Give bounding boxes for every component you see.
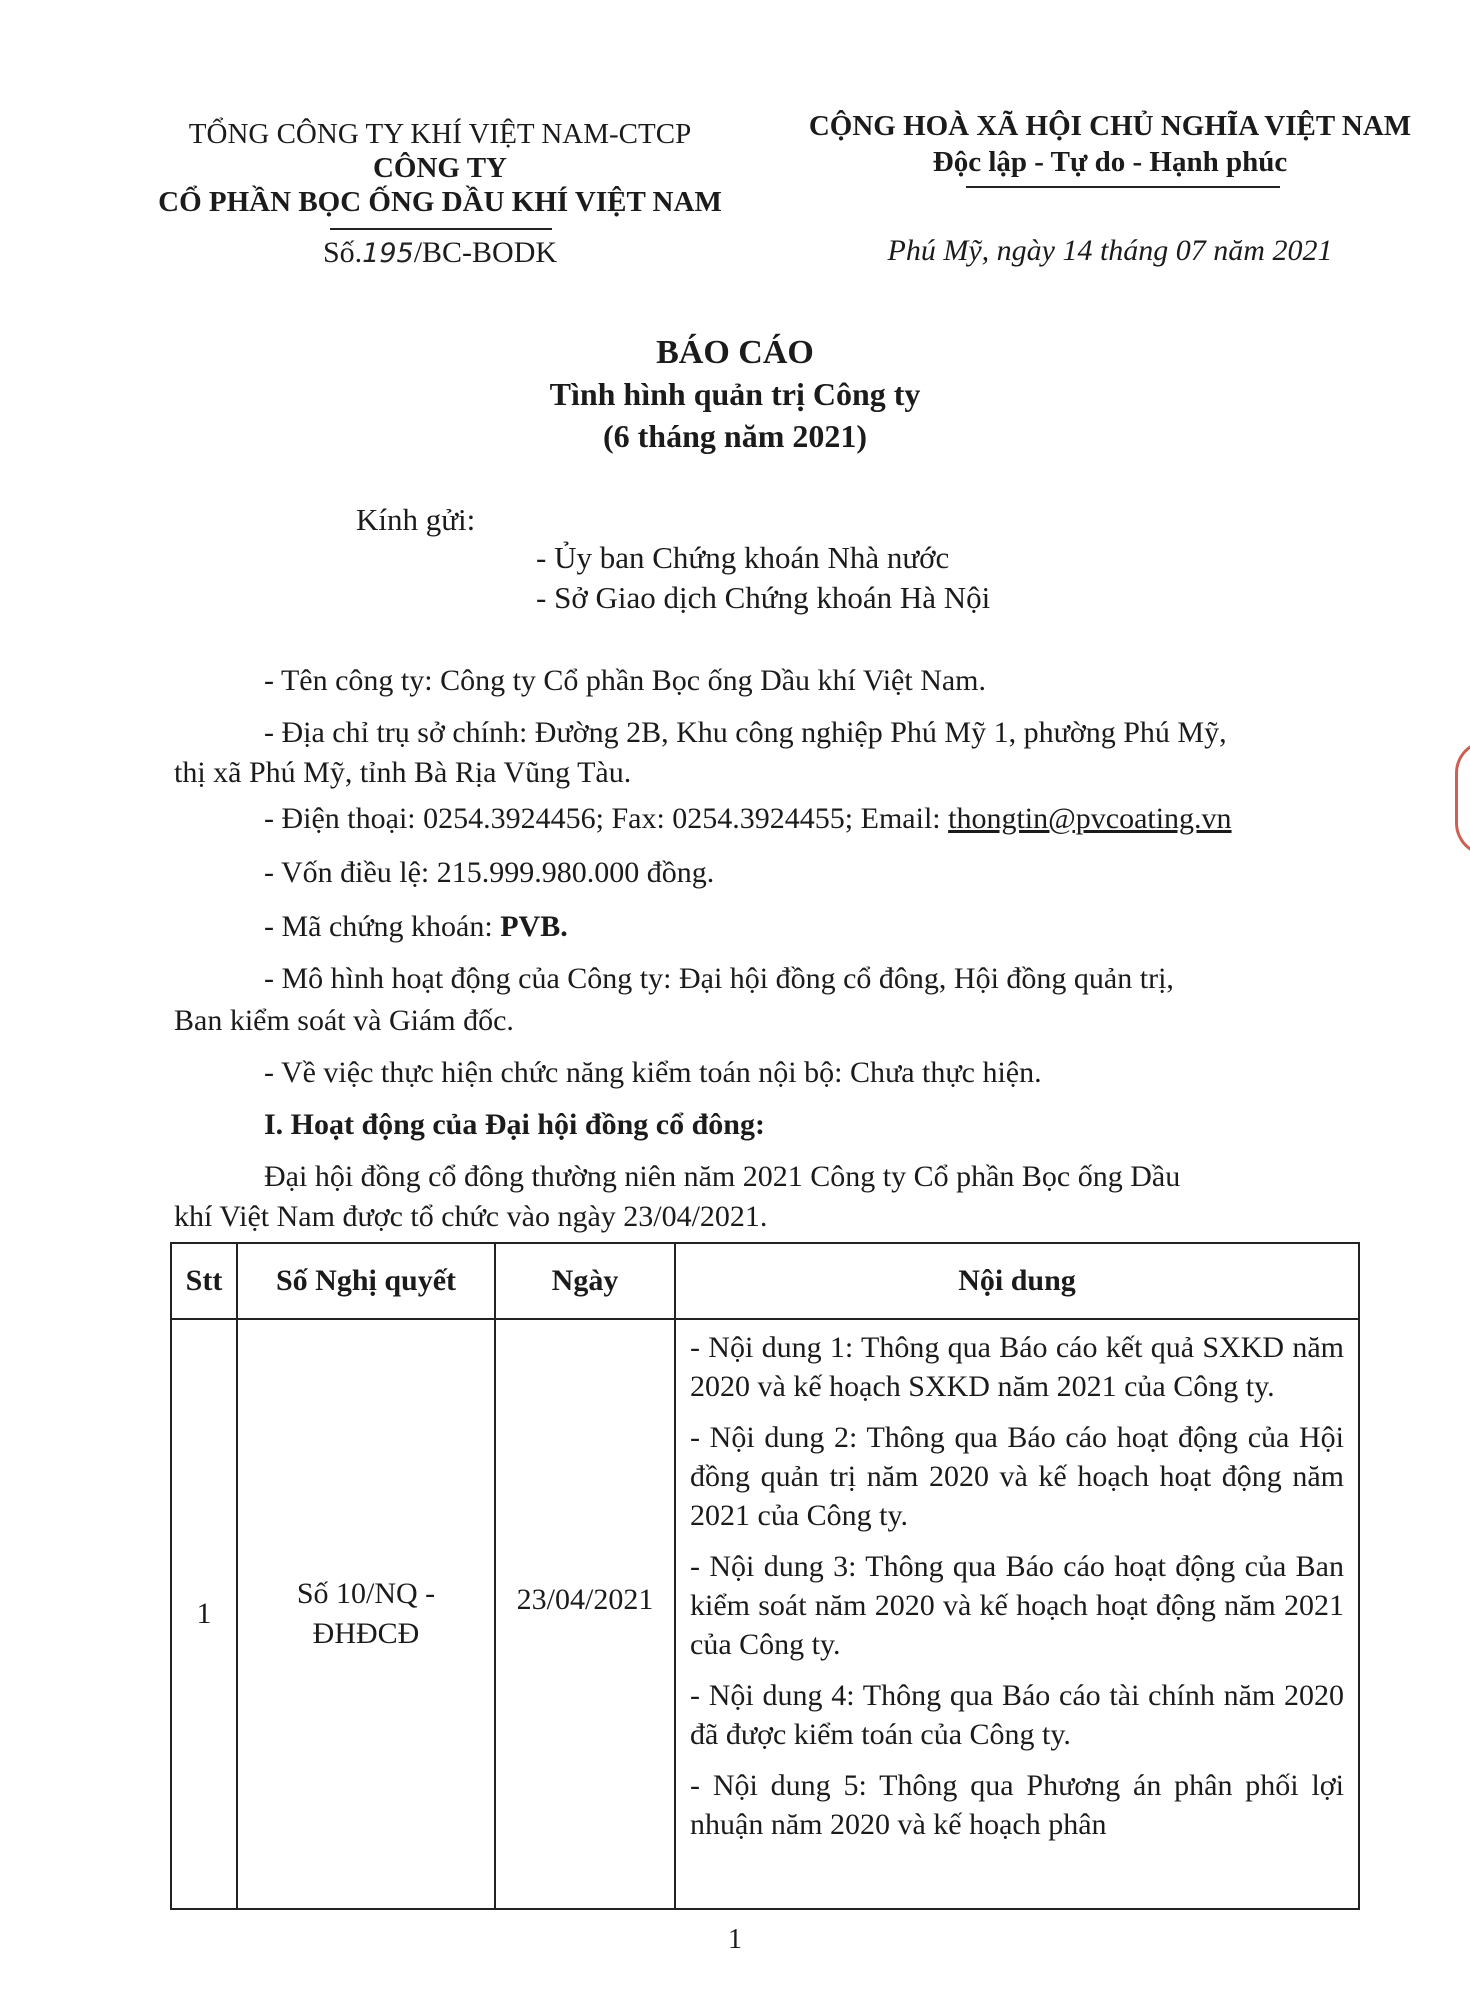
content-item: - Nội dung 4: Thông qua Báo cáo tài chính năm 2020 đã được kiểm toán của Công ty. (690, 1679, 1344, 1751)
company-line2: CỔ PHẦN BỌC ỐNG DẦU KHÍ VIỆT NAM (158, 186, 722, 218)
motto: Độc lập - Tự do - Hạnh phúc (932, 146, 1288, 178)
recipients-label: Kính gửi: (356, 502, 476, 537)
resolution-code: ĐHĐCĐ (312, 1617, 420, 1650)
recipient-item: - Ủy ban Chứng khoán Nhà nước (536, 540, 950, 575)
header-left-underline (330, 228, 552, 230)
stock-code: PVB. (500, 910, 568, 943)
content-item: - Nội dung 1: Thông qua Báo cáo kết quả SXKD năm 2020 và kế hoạch SXKD năm 2021 của Công ty. (690, 1331, 1344, 1403)
report-subtitle: Tình hình quản trị Công ty (549, 376, 921, 412)
content-item: - Nội dung 5: Thông qua Phương án phân phối lợi nhuận năm 2020 và kế hoạch phân (690, 1769, 1344, 1841)
stock-code-line: - Mã chứng khoán: PVB. (264, 910, 568, 943)
place-date: Phú Mỹ, ngày 14 tháng 07 năm 2021 (887, 234, 1333, 267)
document-number: Số.195/BC-BODK (322, 236, 558, 269)
section-intro-line2: khí Việt Nam được tổ chức vào ngày 23/04/2021. (174, 1200, 768, 1233)
contact-line: - Điện thoại: 0254.3924456; Fax: 0254.3924455; Email: thongtin@pvcoating.vn (264, 802, 1232, 835)
row-resolution (237, 1319, 495, 1909)
report-title: BÁO CÁO (656, 334, 814, 371)
col-header-resolution: Số Nghị quyết (237, 1243, 495, 1319)
address-line2: thị xã Phú Mỹ, tỉnh Bà Rịa Vũng Tàu. (174, 756, 632, 789)
internal-audit: - Về việc thực hiện chức năng kiểm toán nội bộ: Chưa thực hiện. (264, 1056, 1042, 1089)
row-content (675, 1319, 1359, 1909)
row-stt: 1 (171, 1319, 237, 1909)
col-header-content: Nội dung (675, 1243, 1359, 1319)
motto-underline (966, 186, 1280, 188)
parent-company: TỔNG CÔNG TY KHÍ VIỆT NAM-CTCP (188, 118, 692, 150)
resolution-number: Số 10/NQ - (296, 1577, 436, 1610)
nation-title: CỘNG HOÀ XÃ HỘI CHỦ NGHĨA VIỆT NAM (808, 110, 1412, 142)
col-header-date: Ngày (495, 1243, 675, 1319)
col-header-stt: Stt (171, 1243, 237, 1319)
page-number: 1 (728, 1924, 742, 1955)
section-heading: I. Hoạt động của Đại hội đồng cổ đông: (264, 1108, 765, 1141)
recipient-item: - Sở Giao dịch Chứng khoán Hà Nội (536, 580, 991, 615)
resolutions-table (170, 1242, 1360, 1910)
row-date: 23/04/2021 (495, 1319, 675, 1909)
table-header-row (171, 1243, 1359, 1319)
address-line1: - Địa chỉ trụ sở chính: Đường 2B, Khu công nghiệp Phú Mỹ 1, phường Phú Mỹ, (264, 716, 1227, 749)
table-row (171, 1319, 1359, 1909)
section-intro-line1: Đại hội đồng cổ đông thường niên năm 2021 Công ty Cổ phần Bọc ống Dầu (264, 1160, 1181, 1193)
charter-capital: - Vốn điều lệ: 215.999.980.000 đồng. (264, 856, 715, 889)
company-name: - Tên công ty: Công ty Cổ phần Bọc ống Dầu khí Việt Nam. (264, 664, 987, 697)
content-item: - Nội dung 2: Thông qua Báo cáo hoạt động của Hội đồng quản trị năm 2020 và kế hoạch hoạt động năm 2021 của Công ty. (690, 1421, 1344, 1532)
report-period: (6 tháng năm 2021) (602, 418, 867, 454)
company-line1: CÔNG TY (372, 152, 507, 184)
email-link[interactable]: thongtin@pvcoating.vn (948, 802, 1232, 835)
handwritten-number: 195 (362, 238, 414, 269)
content-item: - Nội dung 3: Thông qua Báo cáo hoạt động của Ban kiểm soát năm 2020 và kế hoạch hoạt động năm 2021 của Công ty. (690, 1550, 1344, 1661)
operating-model-line2: Ban kiểm soát và Giám đốc. (174, 1004, 514, 1037)
stamp-mark (1455, 740, 1470, 856)
operating-model-line1: - Mô hình hoạt động của Công ty: Đại hội đồng cổ đông, Hội đồng quản trị, (264, 962, 1174, 995)
